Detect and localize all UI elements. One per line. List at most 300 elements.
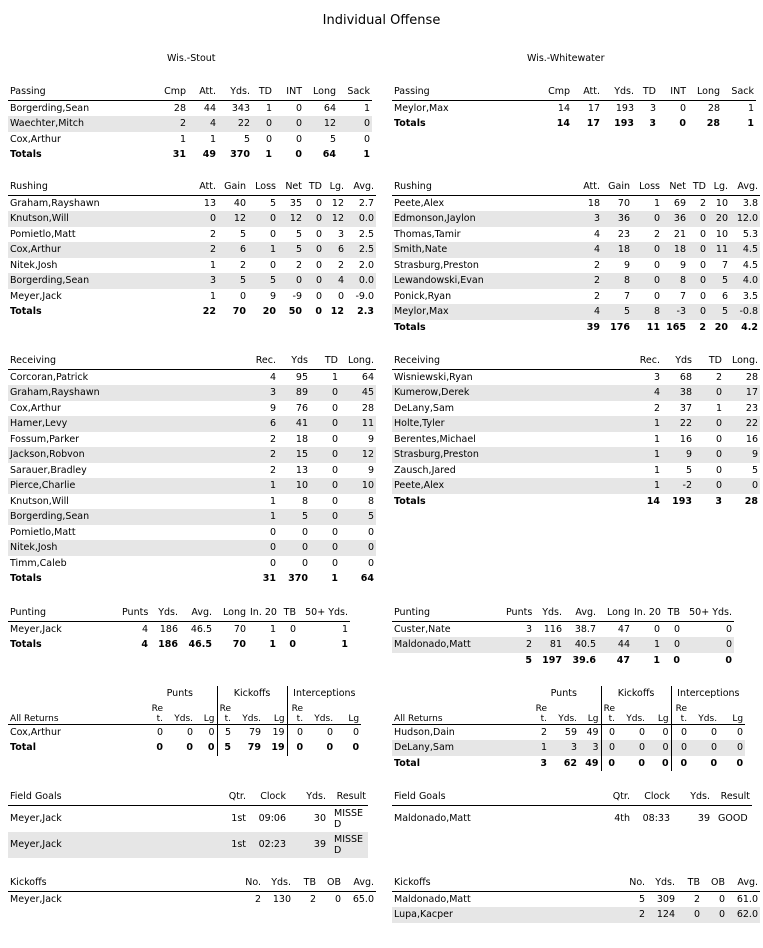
stat-cell: 0 xyxy=(310,509,340,525)
receiving-table-right xyxy=(392,353,760,509)
stat-cell: 3 xyxy=(579,740,601,756)
stat-cell: -9.0 xyxy=(355,290,374,302)
stat-cell: 2 xyxy=(572,273,602,289)
table-row xyxy=(8,132,372,148)
stat-cell: 1 xyxy=(653,464,660,476)
table-row xyxy=(392,304,760,320)
stat-cell: 9 xyxy=(679,259,686,271)
stat-cell: 62.0 xyxy=(727,907,760,923)
player-name: Graham,Rayshawn xyxy=(8,385,248,401)
total-cell: 64 xyxy=(340,571,376,587)
stat-cell: 36 xyxy=(662,211,688,227)
total-cell: 46.5 xyxy=(180,637,214,653)
total-cell: 4.2 xyxy=(730,320,760,336)
header-row xyxy=(392,353,760,369)
stat-cell: 0 xyxy=(331,464,338,476)
stat-cell: 116 xyxy=(543,623,562,635)
total-cell: 1 xyxy=(298,637,350,653)
stat-cell: 13 xyxy=(295,464,308,476)
stat-cell: 6 xyxy=(248,416,278,432)
column-header: Re t. xyxy=(217,702,233,725)
total-cell: 193 xyxy=(602,116,636,132)
stat-cell: 0 xyxy=(718,893,725,905)
table-row xyxy=(8,289,376,305)
stat-cell: 0 xyxy=(681,726,688,738)
player-name: Holte,Tyler xyxy=(392,416,632,432)
stat-cell: 0 xyxy=(699,259,706,271)
stat-cell: 0 xyxy=(269,526,276,538)
table-row xyxy=(392,637,734,653)
player-name: Smith,Nate xyxy=(392,242,572,258)
stat-cell: 0 xyxy=(156,726,163,738)
stat-cell: 3.8 xyxy=(742,197,758,209)
totals-label xyxy=(392,653,504,669)
stat-cell: GOOD xyxy=(718,813,748,824)
column-header: Passing xyxy=(8,84,158,100)
stat-cell: 5 xyxy=(295,228,302,240)
stat-cell: 5 xyxy=(638,893,645,905)
table-row xyxy=(392,273,760,289)
stat-cell: 37 xyxy=(679,402,692,414)
table-row xyxy=(8,509,376,525)
stat-cell: 0.0 xyxy=(346,273,376,289)
player-name: Meylor,Max xyxy=(394,102,449,114)
player-name: Borgerding,Sean xyxy=(10,102,90,114)
stat-cell: 18 xyxy=(295,433,308,445)
stat-cell: 17 xyxy=(587,102,600,114)
stat-cell: 5.3 xyxy=(742,228,758,240)
column-header: Yds. xyxy=(218,84,252,100)
group-header: Kickoffs xyxy=(601,686,671,702)
stat-cell: 0 xyxy=(647,740,671,756)
stat-cell: 6 xyxy=(324,242,346,258)
column-header: Re t. xyxy=(527,702,549,725)
totals-label: Totals xyxy=(8,637,120,653)
stat-cell: 5 xyxy=(278,242,304,258)
stat-cell: 79 xyxy=(248,726,262,738)
column-header: Avg. xyxy=(564,605,598,621)
column-header: TD xyxy=(304,179,324,195)
total-cell: 3 xyxy=(527,756,549,772)
column-header: Result xyxy=(328,789,368,805)
column-header: Re t. xyxy=(143,702,165,725)
stat-cell: 18 xyxy=(602,242,632,258)
stat-cell: 5 xyxy=(751,464,758,476)
stat-cell: 1 xyxy=(632,478,662,494)
table-row xyxy=(392,805,752,832)
stat-cell: 81 xyxy=(534,637,564,653)
stat-cell: 40.5 xyxy=(564,637,598,653)
stat-cell: 8 xyxy=(602,273,632,289)
total-cell: 39 xyxy=(572,320,602,336)
player-name: Corcoran,Patrick xyxy=(10,371,89,383)
stat-cell: 3 xyxy=(572,211,602,227)
stat-cell: 1 xyxy=(747,102,754,114)
column-header: Yds. xyxy=(689,702,719,725)
stat-cell: 46.5 xyxy=(190,623,212,635)
total-cell: 4 xyxy=(120,637,150,653)
stat-cell: 1 xyxy=(269,495,276,507)
totals-row xyxy=(8,571,376,587)
stat-cell: 1 xyxy=(653,197,660,209)
stat-cell: 89 xyxy=(278,385,310,401)
totals-row xyxy=(392,756,745,772)
stat-cell: 3 xyxy=(649,102,656,114)
total-cell: 31 xyxy=(248,571,278,587)
stat-cell: 0 xyxy=(310,540,340,556)
stat-cell: 36 xyxy=(602,211,632,227)
stat-cell: 61.0 xyxy=(736,893,758,905)
stat-cell: 5 xyxy=(218,273,248,289)
player-name: Pomietlo,Matt xyxy=(10,228,76,240)
table-row xyxy=(392,242,760,258)
table-row xyxy=(8,401,376,417)
player-name: Timm,Caleb xyxy=(10,557,67,569)
column-header: INT xyxy=(658,84,688,100)
player-name: Meyer,Jack xyxy=(8,832,218,858)
stat-cell: 16 xyxy=(679,433,692,445)
stat-cell: 68 xyxy=(679,371,692,383)
column-header: Cmp xyxy=(542,84,572,100)
field-goals-table-right xyxy=(392,789,752,832)
total-cell: 1 xyxy=(338,147,372,163)
player-name: Thomas,Tamir xyxy=(394,228,461,240)
total-cell: 1 xyxy=(632,653,662,669)
column-header: Lg xyxy=(647,702,671,725)
column-header: TB xyxy=(662,605,682,621)
column-header: Long xyxy=(688,84,722,100)
column-header: TD xyxy=(310,353,340,369)
player-name: Hamer,Levy xyxy=(8,416,248,432)
passing-table-right xyxy=(392,84,756,132)
player-name: Meyer,Jack xyxy=(10,290,62,302)
stat-cell: 0 xyxy=(188,211,218,227)
stat-cell: 0 xyxy=(725,623,732,635)
stat-cell: 1 xyxy=(179,133,186,145)
player-name: Peete,Alex xyxy=(392,478,632,494)
column-header: Receiving xyxy=(392,353,632,369)
stat-cell: 0 xyxy=(601,740,617,756)
table-row xyxy=(392,289,760,305)
stat-cell: 0 xyxy=(353,726,360,738)
stat-cell: 2 xyxy=(593,290,600,302)
stat-cell: 1 xyxy=(632,416,662,432)
column-header: Att. xyxy=(188,179,218,195)
stat-cell: 28 xyxy=(707,102,720,114)
total-cell: 70 xyxy=(218,304,248,320)
stat-cell: 0 xyxy=(632,273,662,289)
table-row xyxy=(8,478,376,494)
total-cell: 0 xyxy=(601,756,617,772)
player-name: Edmonson,Jaylon xyxy=(392,211,572,227)
column-header: Re t. xyxy=(671,702,689,725)
stat-cell: 4.5 xyxy=(730,242,760,258)
stat-cell: 2 xyxy=(699,197,706,209)
stat-cell: 2.7 xyxy=(358,197,374,209)
column-header: Lg xyxy=(195,702,217,725)
player-name: Berentes,Michael xyxy=(394,433,476,445)
stat-cell: 0 xyxy=(295,102,302,114)
stat-cell: 5 xyxy=(340,509,376,525)
total-cell: 0 xyxy=(305,740,335,756)
total-cell: 62 xyxy=(549,756,579,772)
player-name: Jackson,Robvon xyxy=(8,447,248,463)
total-cell: 176 xyxy=(602,320,632,336)
column-header: Long. xyxy=(724,353,760,369)
stat-cell: 0 xyxy=(688,242,708,258)
group-header-row xyxy=(392,686,745,702)
stat-cell: 2.5 xyxy=(358,228,374,240)
column-header: In. 20 xyxy=(632,605,662,621)
total-cell: 39.6 xyxy=(564,653,598,669)
stat-cell: 0 xyxy=(248,211,278,227)
stat-cell: 2.5 xyxy=(346,242,376,258)
table-row xyxy=(392,432,760,448)
column-header: Yds xyxy=(662,353,694,369)
player-name: Maldonado,Matt xyxy=(394,812,471,824)
stat-cell: 4.0 xyxy=(730,273,760,289)
player-name: Meylor,Max xyxy=(392,304,572,320)
player-name: Cox,Arthur xyxy=(10,133,61,145)
stat-cell: 14 xyxy=(557,102,570,114)
table-row xyxy=(8,832,368,858)
table-row xyxy=(8,556,376,572)
column-header: Yds. xyxy=(233,702,263,725)
table-row xyxy=(8,369,376,385)
header-row xyxy=(392,875,760,891)
stat-cell: 0 xyxy=(662,637,682,653)
stat-cell: 1 xyxy=(632,637,662,653)
stat-cell: 124 xyxy=(647,907,677,923)
total-cell: 64 xyxy=(304,147,338,163)
column-header: Lg xyxy=(263,702,287,725)
stat-cell: 0 xyxy=(694,447,724,463)
stat-cell: 0 xyxy=(632,242,662,258)
column-header: Yds. xyxy=(288,789,328,805)
table-row xyxy=(392,211,760,227)
stat-cell: 3 xyxy=(549,740,579,756)
stat-cell: 28 xyxy=(361,402,374,414)
stat-cell: 09:06 xyxy=(258,812,286,824)
stat-cell: 3 xyxy=(188,273,218,289)
column-header: Yds. xyxy=(602,84,636,100)
stat-cell: 0 xyxy=(724,478,760,494)
column-header: Long xyxy=(304,84,338,100)
total-cell: 0 xyxy=(662,653,682,669)
player-name: Lupa,Kacper xyxy=(392,907,617,923)
stat-cell: 0 xyxy=(647,724,671,740)
stat-cell: 23 xyxy=(617,228,630,240)
column-header: Lg. xyxy=(708,179,730,195)
total-cell: 17 xyxy=(572,116,602,132)
stat-cell: 21 xyxy=(673,228,686,240)
table-row xyxy=(8,116,372,132)
total-cell: 5 xyxy=(217,740,233,756)
stat-cell: 4.5 xyxy=(742,259,758,271)
stat-cell: 45 xyxy=(340,385,376,401)
stat-cell: 3 xyxy=(248,385,278,401)
column-header: Field Goals xyxy=(8,789,218,805)
stat-cell: 0 xyxy=(689,740,719,756)
totals-label: Totals xyxy=(8,304,188,320)
totals-label: Total xyxy=(8,740,143,756)
total-cell: 186 xyxy=(150,637,180,653)
column-header: Yds. xyxy=(549,702,579,725)
stat-cell: 0 xyxy=(278,540,310,556)
stat-cell: 2 xyxy=(309,893,316,905)
stat-cell: 8 xyxy=(301,495,308,507)
stat-cell: 1st xyxy=(218,832,248,858)
column-header: Long xyxy=(214,605,248,621)
player-name: Maldonado,Matt xyxy=(394,893,471,905)
stat-cell: 0 xyxy=(653,623,660,635)
stat-cell: 19 xyxy=(263,724,287,740)
stat-cell: 0 xyxy=(671,740,689,756)
stat-cell: 0 xyxy=(304,211,324,227)
column-header: Yds. xyxy=(150,605,180,621)
total-cell: 14 xyxy=(542,116,572,132)
stat-cell: 12 xyxy=(304,116,338,132)
stat-cell: 8 xyxy=(662,273,688,289)
stat-cell: 28 xyxy=(173,102,186,114)
stat-cell: 2 xyxy=(269,433,276,445)
header-row xyxy=(392,702,745,725)
stat-cell: 0 xyxy=(248,540,278,556)
stat-cell: 0 xyxy=(331,495,338,507)
player-name: Pomietlo,Matt xyxy=(10,526,76,538)
stat-cell: 2 xyxy=(269,464,276,476)
stat-cell: 0 xyxy=(367,557,374,569)
total-cell: 3 xyxy=(694,494,724,510)
table-row xyxy=(392,401,760,417)
totals-row xyxy=(8,637,350,653)
column-header: Re t. xyxy=(601,702,617,725)
column-header: Clock xyxy=(248,789,288,805)
stat-cell: 3.5 xyxy=(742,290,758,302)
table-row xyxy=(392,463,760,479)
column-header: All Returns xyxy=(8,702,143,725)
player-name: Cox,Arthur xyxy=(8,242,188,258)
stat-cell: 1st xyxy=(231,812,246,824)
table-row xyxy=(8,724,361,740)
player-name: Custer,Nate xyxy=(394,623,451,635)
stat-cell: 1 xyxy=(248,478,278,494)
stat-cell: 9 xyxy=(724,447,760,463)
stat-cell: 0 xyxy=(301,526,308,538)
total-cell: 3 xyxy=(636,116,658,132)
header-row xyxy=(8,789,368,805)
group-header: Interceptions xyxy=(677,688,740,699)
stat-cell: 4 xyxy=(141,623,148,635)
stat-cell: 0 xyxy=(295,133,302,145)
stat-cell: 2.0 xyxy=(358,259,374,271)
stat-cell: 3 xyxy=(337,228,344,240)
column-header: Passing xyxy=(392,84,542,100)
column-header: TB xyxy=(293,875,318,891)
stat-cell: 1 xyxy=(209,290,216,302)
total-cell: 20 xyxy=(248,304,278,320)
column-header: Gain xyxy=(602,179,632,195)
total-cell: 0 xyxy=(195,740,217,756)
stat-cell: 5 xyxy=(269,197,276,209)
stat-cell: 9 xyxy=(269,402,276,414)
table-row xyxy=(8,100,372,116)
header-row xyxy=(392,84,756,100)
column-header: OB xyxy=(702,875,727,891)
table-row xyxy=(392,478,760,494)
stat-cell: 10 xyxy=(340,478,376,494)
kickoffs-table-left xyxy=(8,875,376,907)
stat-cell: 35 xyxy=(289,197,302,209)
table-row xyxy=(8,416,376,432)
player-name: Ponick,Ryan xyxy=(394,290,452,302)
total-cell: 22 xyxy=(188,304,218,320)
stat-cell: 2 xyxy=(540,726,547,738)
stat-cell: 0 xyxy=(269,228,276,240)
column-header: Yds. xyxy=(534,605,564,621)
column-header: Att. xyxy=(572,179,602,195)
player-name: Borgerding,Sean xyxy=(8,509,248,525)
stat-cell: 0 xyxy=(310,478,340,494)
receiving-table-left xyxy=(8,353,376,587)
column-header: Cmp xyxy=(158,84,188,100)
stat-cell: 11 xyxy=(708,242,730,258)
total-cell: 0 xyxy=(143,740,165,756)
totals-row xyxy=(392,653,734,669)
stat-cell: 18 xyxy=(662,242,688,258)
column-header: Net xyxy=(278,179,304,195)
stat-cell: 0 xyxy=(269,557,276,569)
table-row xyxy=(8,463,376,479)
stat-cell: 0 xyxy=(715,433,722,445)
returns-table-right xyxy=(392,686,745,771)
stat-cell: 7 xyxy=(623,290,630,302)
column-header: Clock xyxy=(632,789,672,805)
column-header: Punting xyxy=(392,605,504,621)
team-name-left: Wis.-Stout xyxy=(167,53,216,64)
stat-cell: 59 xyxy=(564,726,577,738)
group-header: Punts xyxy=(143,686,217,702)
stat-cell: 22 xyxy=(218,116,252,132)
stat-cell: 0 xyxy=(688,211,708,227)
stat-cell: 0 xyxy=(297,726,304,738)
stat-cell: 10 xyxy=(715,197,728,209)
stat-cell: 5 xyxy=(243,133,250,145)
player-name: Knutson,Will xyxy=(10,495,69,507)
stat-cell: 7 xyxy=(679,290,686,302)
totals-label: Totals xyxy=(392,320,572,336)
stat-cell: 0 xyxy=(638,726,646,738)
total-cell: 31 xyxy=(158,147,188,163)
stat-cell: 0 xyxy=(265,133,272,145)
total-cell: 1 xyxy=(722,116,756,132)
group-header: Punts xyxy=(527,686,601,702)
player-name: Waechter,Mitch xyxy=(8,116,158,132)
totals-row xyxy=(8,147,372,163)
stat-cell: 0 xyxy=(334,893,341,905)
total-cell: 12 xyxy=(324,304,346,320)
stat-cell: 44 xyxy=(203,102,216,114)
stat-cell: 41 xyxy=(278,416,310,432)
spacer xyxy=(392,686,527,702)
player-name: Lewandowski,Evan xyxy=(392,273,572,289)
column-header: Kickoffs xyxy=(392,875,617,891)
stat-cell: 44 xyxy=(598,637,632,653)
stat-cell: 1 xyxy=(269,623,276,635)
total-cell: 0 xyxy=(335,740,361,756)
header-row xyxy=(8,875,376,891)
stat-cell: 4 xyxy=(632,385,662,401)
